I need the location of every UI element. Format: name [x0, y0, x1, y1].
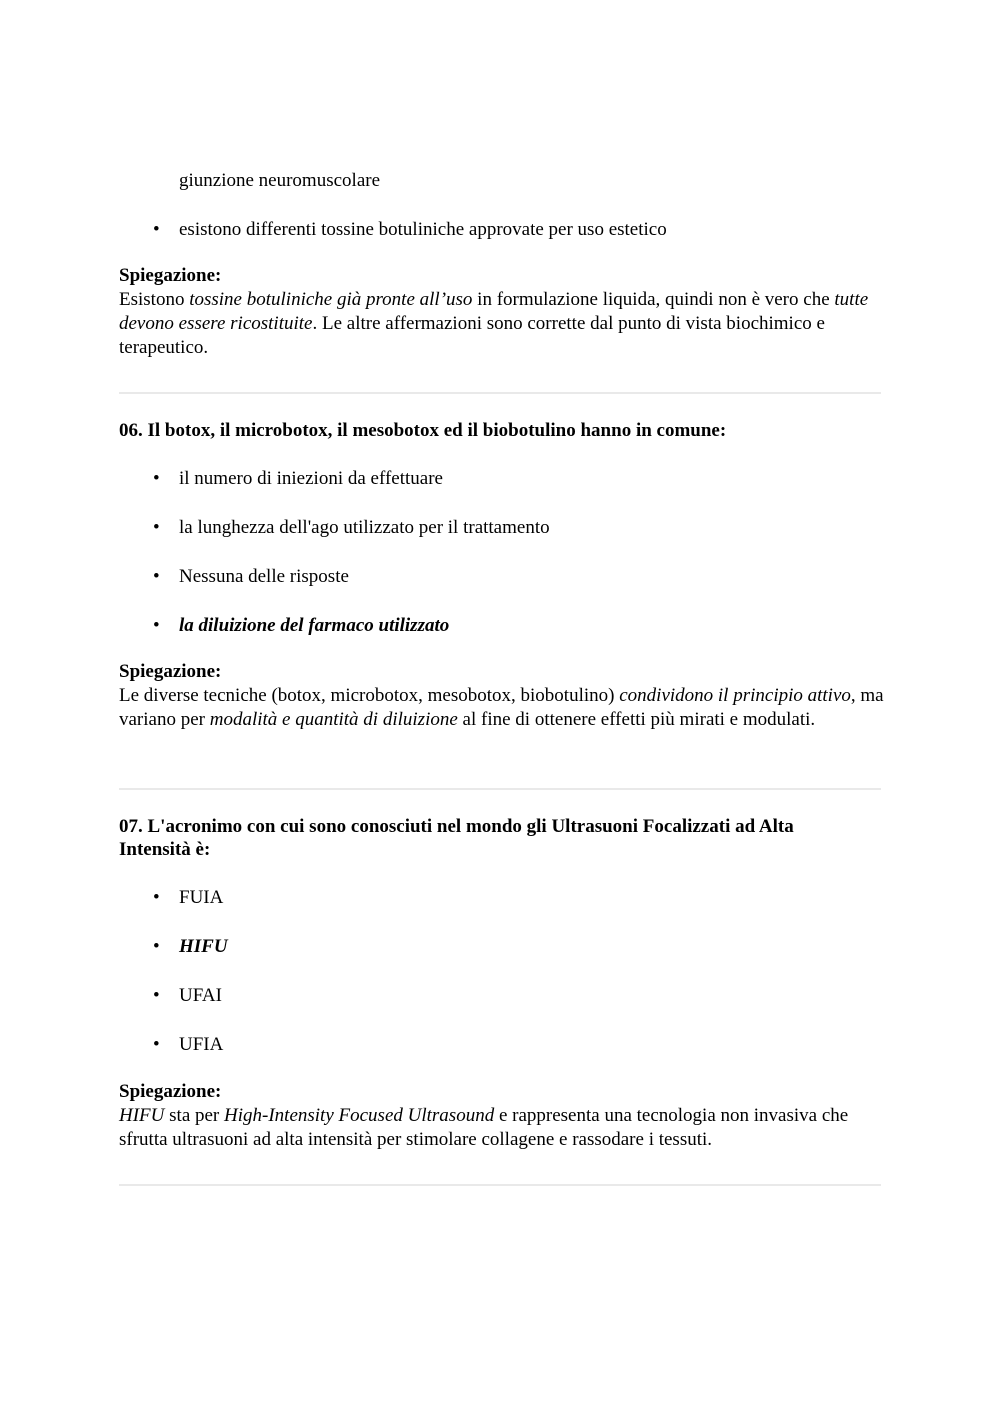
- bullet-marker: •: [153, 517, 160, 538]
- bullet-marker: •: [153, 219, 160, 240]
- q07-option-4: UFIA: [179, 1034, 224, 1055]
- bullet-marker: •: [153, 887, 160, 908]
- bullet-marker: •: [153, 566, 160, 587]
- q05-option-last: esistono differenti tossine botuliniche approvate per uso estetico: [179, 219, 667, 240]
- q07-explanation-heading: Spiegazione:: [119, 1081, 222, 1102]
- q06-option-3: Nessuna delle risposte: [179, 566, 349, 587]
- expl-text: in formulazione liquida, quindi non è vero che: [472, 289, 835, 310]
- q07-question-line2: Intensità è:: [119, 839, 211, 860]
- section-divider: [119, 392, 881, 394]
- section-divider: [119, 1184, 881, 1186]
- q07-option-1: FUIA: [179, 887, 224, 908]
- expl-emphasis: High-Intensity Focused Ultrasound: [224, 1105, 495, 1126]
- expl-emphasis: tossine botuliniche già pronte all’uso: [189, 289, 473, 310]
- bullet-marker: •: [153, 985, 160, 1006]
- expl-emphasis: tutte devono essere ricostituite: [119, 289, 869, 334]
- expl-text: , ma variano per: [119, 685, 884, 730]
- expl-emphasis: HIFU: [119, 1105, 165, 1126]
- q07-question-line1: 07. L'acronimo con cui sono conosciuti nel mondo gli Ultrasuoni Focalizzati ad Alta: [119, 816, 794, 837]
- expl-emphasis: modalità e quantità di diluizione: [209, 709, 458, 730]
- expl-text: al fine di ottenere effetti più mirati e modulati.: [457, 709, 816, 730]
- q07-option-3: UFAI: [179, 985, 222, 1006]
- q06-option-2: la lunghezza dell'ago utilizzato per il trattamento: [179, 517, 550, 538]
- expl-text: Esistono: [119, 289, 190, 310]
- q06-explanation: [119, 684, 889, 732]
- expl-text: Le diverse tecniche (botox, microbotox, mesobotox, biobotulino): [119, 685, 620, 706]
- q07-option-2-correct: HIFU: [179, 936, 228, 957]
- q06-option-4-correct: la diluizione del farmaco utilizzato: [179, 615, 450, 636]
- section-divider: [119, 788, 881, 790]
- expl-text: e rappresenta una tecnologia non invasiva che sfrutta ultrasuoni ad alta intensità per stimolare collagene e rassodare i tessuti.: [119, 1105, 849, 1150]
- q06-option-1: il numero di iniezioni da effettuare: [179, 468, 443, 489]
- q05-explanation: [119, 288, 889, 360]
- q05-explanation-heading: Spiegazione:: [119, 265, 222, 286]
- q06-explanation-heading: Spiegazione:: [119, 661, 222, 682]
- q07-explanation: [119, 1104, 889, 1152]
- option-continuation: giunzione neuromuscolare: [179, 170, 381, 191]
- expl-emphasis: condividono il principio attivo: [619, 685, 851, 706]
- bullet-marker: •: [153, 615, 160, 636]
- expl-text: . Le altre affermazioni sono corrette dal punto di vista biochimico e terapeutico.: [119, 313, 825, 358]
- bullet-marker: •: [153, 936, 160, 957]
- bullet-marker: •: [153, 1034, 160, 1055]
- bullet-marker: •: [153, 468, 160, 489]
- expl-text: sta per: [164, 1105, 225, 1126]
- q06-question: 06. Il botox, il microbotox, il mesobotox ed il biobotulino hanno in comune:: [119, 420, 727, 441]
